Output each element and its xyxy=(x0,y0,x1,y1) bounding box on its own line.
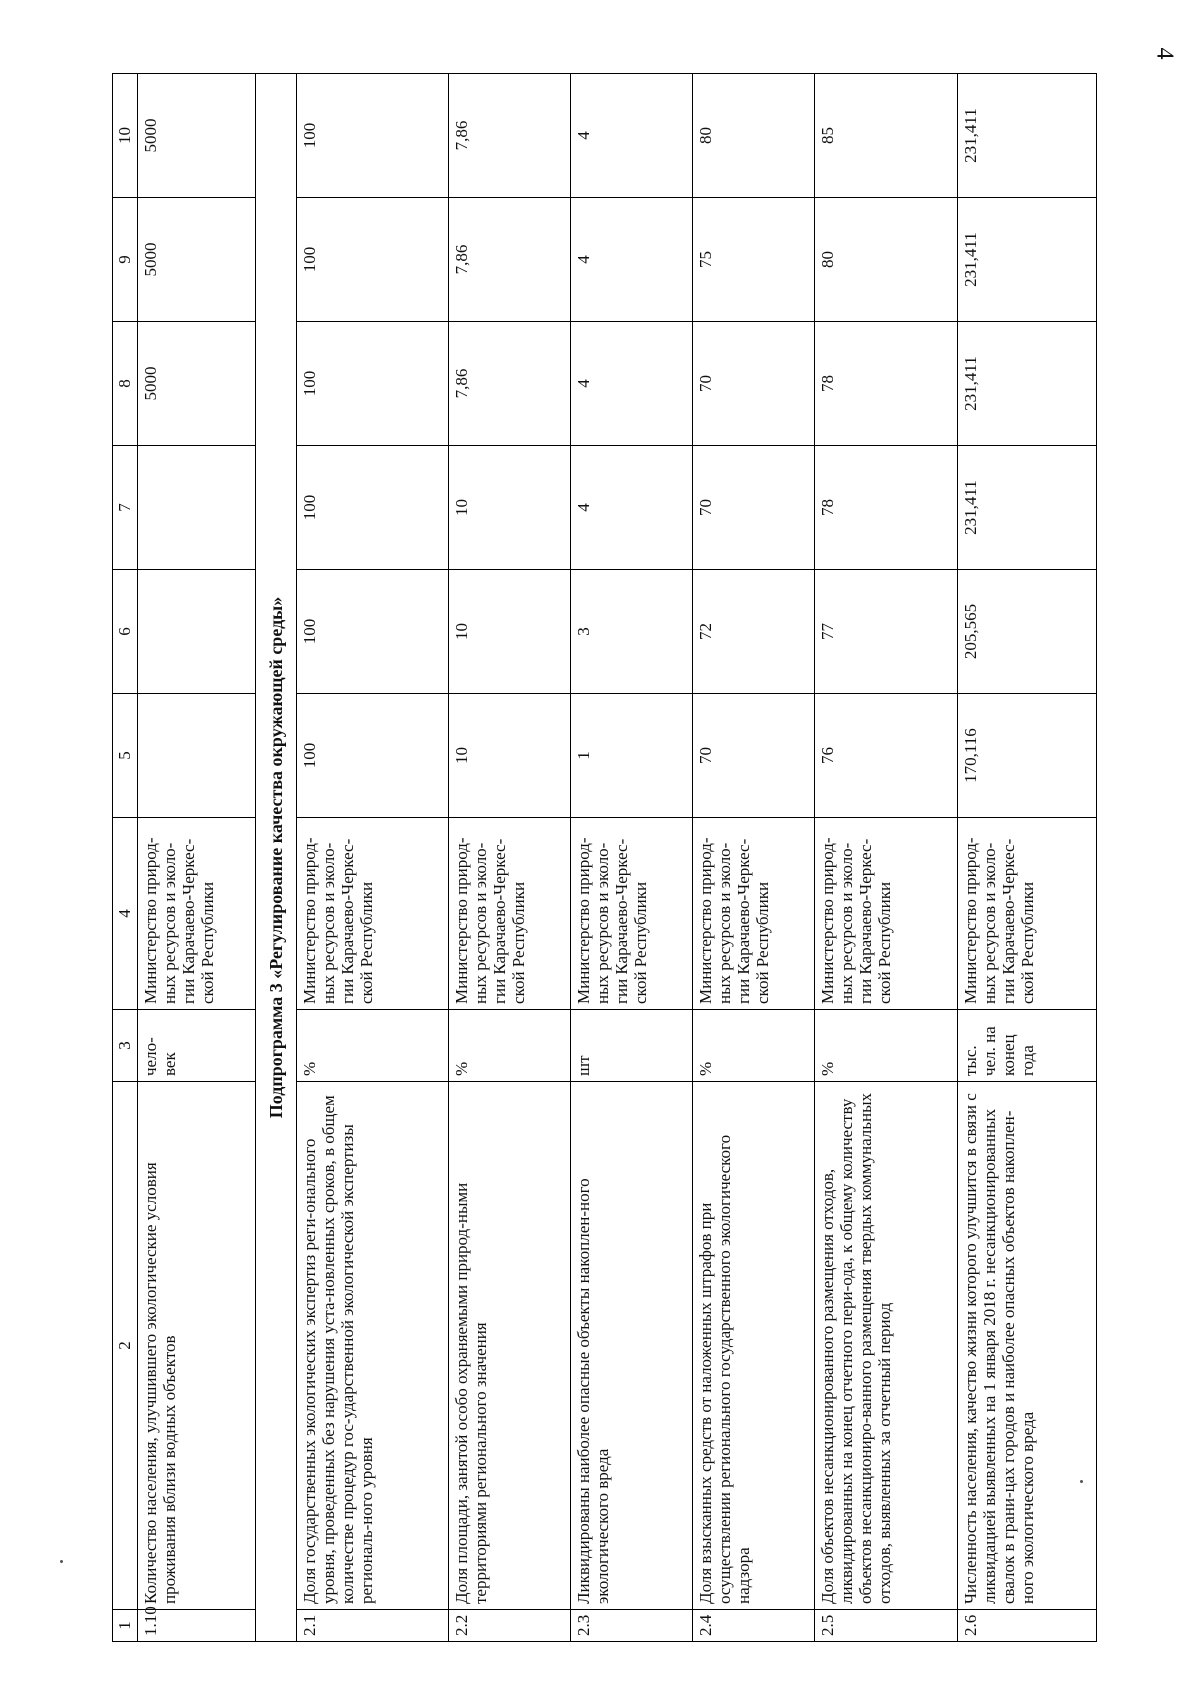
rotated-table-container xyxy=(112,74,1097,1642)
unit-cell: % xyxy=(448,1010,570,1082)
column-header: 7 xyxy=(113,446,138,570)
value-cell: 100 xyxy=(297,694,449,818)
value-cell: 7,86 xyxy=(448,198,570,322)
indicator-name: Численность населения, качество жизни которого улучшится в связи с ликвидацией выявленных на 1 января 2018 г. несанкционированных свалок в грани-цах городов и наиболее опасных объектов накоплен-ного экологического вреда xyxy=(957,1082,1096,1610)
value-cell: 100 xyxy=(297,322,449,446)
indicators-table xyxy=(112,73,1097,1642)
value-cell: 100 xyxy=(297,446,449,570)
table-row xyxy=(570,74,692,1642)
value-cell: 77 xyxy=(814,570,957,694)
row-number: 2.6 xyxy=(957,1610,1096,1642)
value-cell: 5000 xyxy=(138,322,256,446)
row-number: 1.10 xyxy=(138,1610,256,1642)
indicator-name: Доля государственных экологических экспертиз реги-онального уровня, проведенных без нарушения уста-новленных сроков, в общем количестве процедур гос-ударственной экологической экспертизы региональ-ного уровня xyxy=(297,1082,449,1610)
scan-speck xyxy=(60,1560,63,1563)
unit-cell: % xyxy=(692,1010,814,1082)
column-header: 9 xyxy=(113,198,138,322)
value-cell: 100 xyxy=(297,198,449,322)
responsible-cell: Министерство природ-ных ресурсов и эколо-гии Карачаево-Черкес-ской Республики xyxy=(570,818,692,1010)
value-cell: 76 xyxy=(814,694,957,818)
value-cell: 10 xyxy=(448,446,570,570)
value-cell: 3 xyxy=(570,570,692,694)
column-header: 8 xyxy=(113,322,138,446)
header-row xyxy=(113,74,138,1642)
value-cell: 72 xyxy=(692,570,814,694)
indicator-name: Доля взысканных средств от наложенных штрафов при осуществлении регионального государственного экологического надзора xyxy=(692,1082,814,1610)
value-cell: 100 xyxy=(297,74,449,198)
responsible-cell: Министерство природ-ных ресурсов и эколо-гии Карачаево-Черкес-ской Республики xyxy=(138,818,256,1010)
indicator-name: Ликвидированы наиболее опасные объекты накоплен-ного экологического вреда xyxy=(570,1082,692,1610)
row-number: 2.3 xyxy=(570,1610,692,1642)
table-row xyxy=(814,74,957,1642)
value-cell xyxy=(138,446,256,570)
value-cell: 170,116 xyxy=(957,694,1096,818)
unit-cell: тыс. чел. на конец года xyxy=(957,1010,1096,1082)
value-cell: 231,411 xyxy=(957,322,1096,446)
unit-cell: шт xyxy=(570,1010,692,1082)
subprogram-title: Подпрограмма 3 «Регулирование качества окружающей среды» xyxy=(255,74,296,1642)
subprogram-row xyxy=(255,74,296,1642)
value-cell: 4 xyxy=(570,446,692,570)
value-cell: 10 xyxy=(448,694,570,818)
column-header: 2 xyxy=(113,1082,138,1610)
value-cell: 1 xyxy=(570,694,692,818)
column-header: 5 xyxy=(113,694,138,818)
responsible-cell: Министерство природ-ных ресурсов и эколо-гии Карачаево-Черкес-ской Республики xyxy=(692,818,814,1010)
indicator-name: Доля объектов несанкционированного размещения отходов, ликвидированных на конец отчетного пери-ода, к общему количеству объектов несанкциониро-ванного размещения твердых коммунальных отходов, выявленных за отчетный период xyxy=(814,1082,957,1610)
row-number: 2.2 xyxy=(448,1610,570,1642)
value-cell: 70 xyxy=(692,322,814,446)
value-cell: 70 xyxy=(692,446,814,570)
value-cell: 4 xyxy=(570,322,692,446)
value-cell: 100 xyxy=(297,570,449,694)
value-cell: 4 xyxy=(570,74,692,198)
responsible-cell: Министерство природ-ных ресурсов и эколо-гии Карачаево-Черкес-ской Республики xyxy=(814,818,957,1010)
value-cell: 85 xyxy=(814,74,957,198)
column-header: 3 xyxy=(113,1010,138,1082)
value-cell: 231,411 xyxy=(957,74,1096,198)
table-row xyxy=(138,74,256,1642)
value-cell: 231,411 xyxy=(957,198,1096,322)
value-cell: 70 xyxy=(692,694,814,818)
column-header: 6 xyxy=(113,570,138,694)
value-cell: 75 xyxy=(692,198,814,322)
value-cell: 7,86 xyxy=(448,74,570,198)
unit-cell: чело-век xyxy=(138,1010,256,1082)
value-cell: 80 xyxy=(814,198,957,322)
column-header: 4 xyxy=(113,818,138,1010)
column-header: 1 xyxy=(113,1610,138,1642)
unit-cell: % xyxy=(297,1010,449,1082)
value-cell xyxy=(138,694,256,818)
row-number: 2.5 xyxy=(814,1610,957,1642)
value-cell xyxy=(138,570,256,694)
value-cell: 4 xyxy=(570,198,692,322)
indicator-name: Доля площади, занятой особо охраняемыми природ-ными территориями регионального значения xyxy=(448,1082,570,1610)
value-cell: 78 xyxy=(814,446,957,570)
value-cell: 80 xyxy=(692,74,814,198)
table-row xyxy=(692,74,814,1642)
responsible-cell: Министерство природ-ных ресурсов и эколо-гии Карачаево-Черкес-ской Республики xyxy=(448,818,570,1010)
value-cell: 78 xyxy=(814,322,957,446)
responsible-cell: Министерство природ-ных ресурсов и эколо-гии Карачаево-Черкес-ской Республики xyxy=(297,818,449,1010)
row-number: 2.4 xyxy=(692,1610,814,1642)
table-row xyxy=(957,74,1096,1642)
value-cell: 5000 xyxy=(138,198,256,322)
column-header: 10 xyxy=(113,74,138,198)
table-row xyxy=(297,74,449,1642)
value-cell: 5000 xyxy=(138,74,256,198)
value-cell: 231,411 xyxy=(957,446,1096,570)
indicator-name: Количество населения, улучшившего экологические условия проживания вблизи водных объектов xyxy=(138,1082,256,1610)
value-cell: 10 xyxy=(448,570,570,694)
responsible-cell: Министерство природ-ных ресурсов и эколо-гии Карачаево-Черкес-ской Республики xyxy=(957,818,1096,1010)
scan-speck xyxy=(1080,1480,1083,1483)
value-cell: 205,565 xyxy=(957,570,1096,694)
value-cell: 7,86 xyxy=(448,322,570,446)
row-number: 2.1 xyxy=(297,1610,449,1642)
page-number: 4 xyxy=(1151,47,1178,60)
table-row xyxy=(448,74,570,1642)
unit-cell: % xyxy=(814,1010,957,1082)
